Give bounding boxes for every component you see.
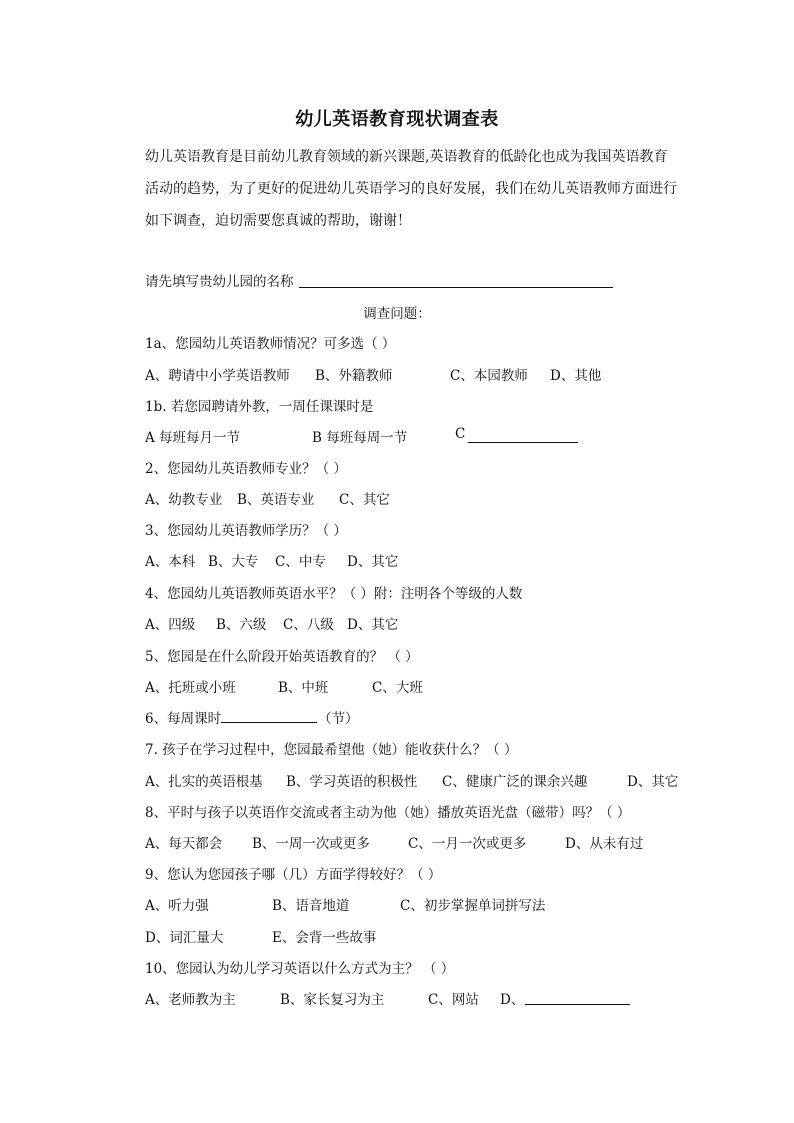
q1b-option-c[interactable]: C	[455, 426, 466, 442]
q8-option-a[interactable]: A、每天都会	[145, 836, 223, 852]
q9-option-c[interactable]: C、初步掌握单词拼写法	[400, 898, 546, 914]
q5-option-a[interactable]: A、托班或小班	[145, 680, 236, 696]
q1a-option-d[interactable]: D、其他	[550, 368, 602, 384]
question-2: 2、您园幼儿英语教师专业？（ ）	[145, 461, 347, 477]
q9-option-d[interactable]: D、词汇量大	[145, 930, 224, 946]
question-8: 8、平时与孩子以英语作交流或者主动为他（她）播放英语光盘（磁带）吗？（ ）	[145, 805, 631, 821]
q6-hours-field[interactable]	[221, 722, 317, 723]
question-7: 7. 孩子在学习过程中，您园最希望他（她）能收获什么？（ ）	[145, 742, 518, 758]
q5-option-c[interactable]: C、大班	[372, 680, 423, 696]
q4-option-a[interactable]: A、四级	[145, 617, 196, 633]
q4-option-b[interactable]: B、六级	[216, 617, 267, 633]
q1b-option-a[interactable]: A 每班每月一节	[145, 430, 241, 446]
q9-option-e[interactable]: E、会背一些故事	[272, 930, 377, 946]
q7-option-b[interactable]: B、学习英语的积极性	[286, 774, 418, 790]
q1a-option-b[interactable]: B、外籍教师	[315, 368, 393, 384]
q2-option-a[interactable]: A、幼教专业	[145, 492, 223, 508]
q10-option-c[interactable]: C、网站	[428, 992, 479, 1008]
q8-option-d[interactable]: D、从未有过	[565, 836, 644, 852]
question-4: 4、您园幼儿英语教师英语水平？（ ）附：注明各个等级的人数	[145, 586, 523, 602]
kindergarten-name-field[interactable]	[299, 287, 613, 288]
intro-line-3: 如下调查，迫切需要您真诚的帮助，谢谢！	[145, 213, 411, 229]
intro-line-1: 幼儿英语教育是目前幼儿教育领域的新兴课题,英语教育的低龄化也成为我国英语教育	[145, 149, 668, 165]
q3-option-a[interactable]: A、本科	[145, 554, 196, 570]
q10-option-a[interactable]: A、老师教为主	[145, 992, 236, 1008]
question-9: 9、您认为您园孩子哪（几）方面学得较好？（ ）	[145, 867, 442, 883]
q1b-option-c-field[interactable]	[468, 442, 578, 443]
q10-option-b[interactable]: B、家长复习为主	[280, 992, 385, 1008]
q1a-option-a[interactable]: A、聘请中小学英语教师	[145, 368, 290, 384]
q1a-option-c[interactable]: C、本园教师	[450, 368, 528, 384]
q9-option-b[interactable]: B、语音地道	[272, 898, 350, 914]
q2-option-c[interactable]: C、其它	[339, 492, 390, 508]
q5-option-b[interactable]: B、中班	[278, 680, 329, 696]
question-3: 3、您园幼儿英语教师学历？（ ）	[145, 523, 347, 539]
q7-option-c[interactable]: C、健康广泛的课余兴趣	[442, 774, 588, 790]
q8-option-c[interactable]: C、一月一次或更多	[408, 836, 527, 852]
q9-option-a[interactable]: A、听力强	[145, 898, 209, 914]
question-6-label: 6、每周课时	[145, 711, 222, 727]
question-5: 5、您园是在什么阶段开始英语教育的？ （ ）	[145, 649, 419, 665]
q10-option-d-field[interactable]	[525, 1004, 630, 1005]
q3-option-b[interactable]: B、大专	[208, 554, 259, 570]
question-6-unit: （节）	[318, 711, 359, 727]
q4-option-c[interactable]: C、八级	[283, 617, 334, 633]
intro-line-2: 活动的趋势，为了更好的促进幼儿英语学习的良好发展，我们在幼儿英语教师方面进行	[145, 181, 677, 197]
q10-option-d[interactable]: D、	[500, 992, 525, 1008]
question-1a: 1a、您园幼儿英语教师情况？可多选（ ）	[145, 336, 396, 352]
page-title: 幼儿英语教育现状调查表	[295, 109, 499, 130]
q4-option-d[interactable]: D、其它	[347, 617, 399, 633]
q7-option-d[interactable]: D、其它	[627, 774, 679, 790]
question-1b: 1b. 若您园聘请外教，一周任课课时是	[145, 399, 374, 415]
question-10: 10、您园认为幼儿学习英语以什么方式为主？ （ ）	[145, 961, 455, 977]
q2-option-b[interactable]: B、英语专业	[237, 492, 315, 508]
q3-option-d[interactable]: D、其它	[347, 554, 399, 570]
section-label: 调查问题：	[363, 306, 431, 322]
q7-option-a[interactable]: A、扎实的英语根基	[145, 774, 263, 790]
kindergarten-name-label: 请先填写贵幼儿园的名称	[145, 274, 294, 290]
q8-option-b[interactable]: B、一周一次或更多	[252, 836, 370, 852]
q3-option-c[interactable]: C、中专	[275, 554, 326, 570]
q1b-option-b[interactable]: B 每班每周一节	[312, 430, 408, 446]
